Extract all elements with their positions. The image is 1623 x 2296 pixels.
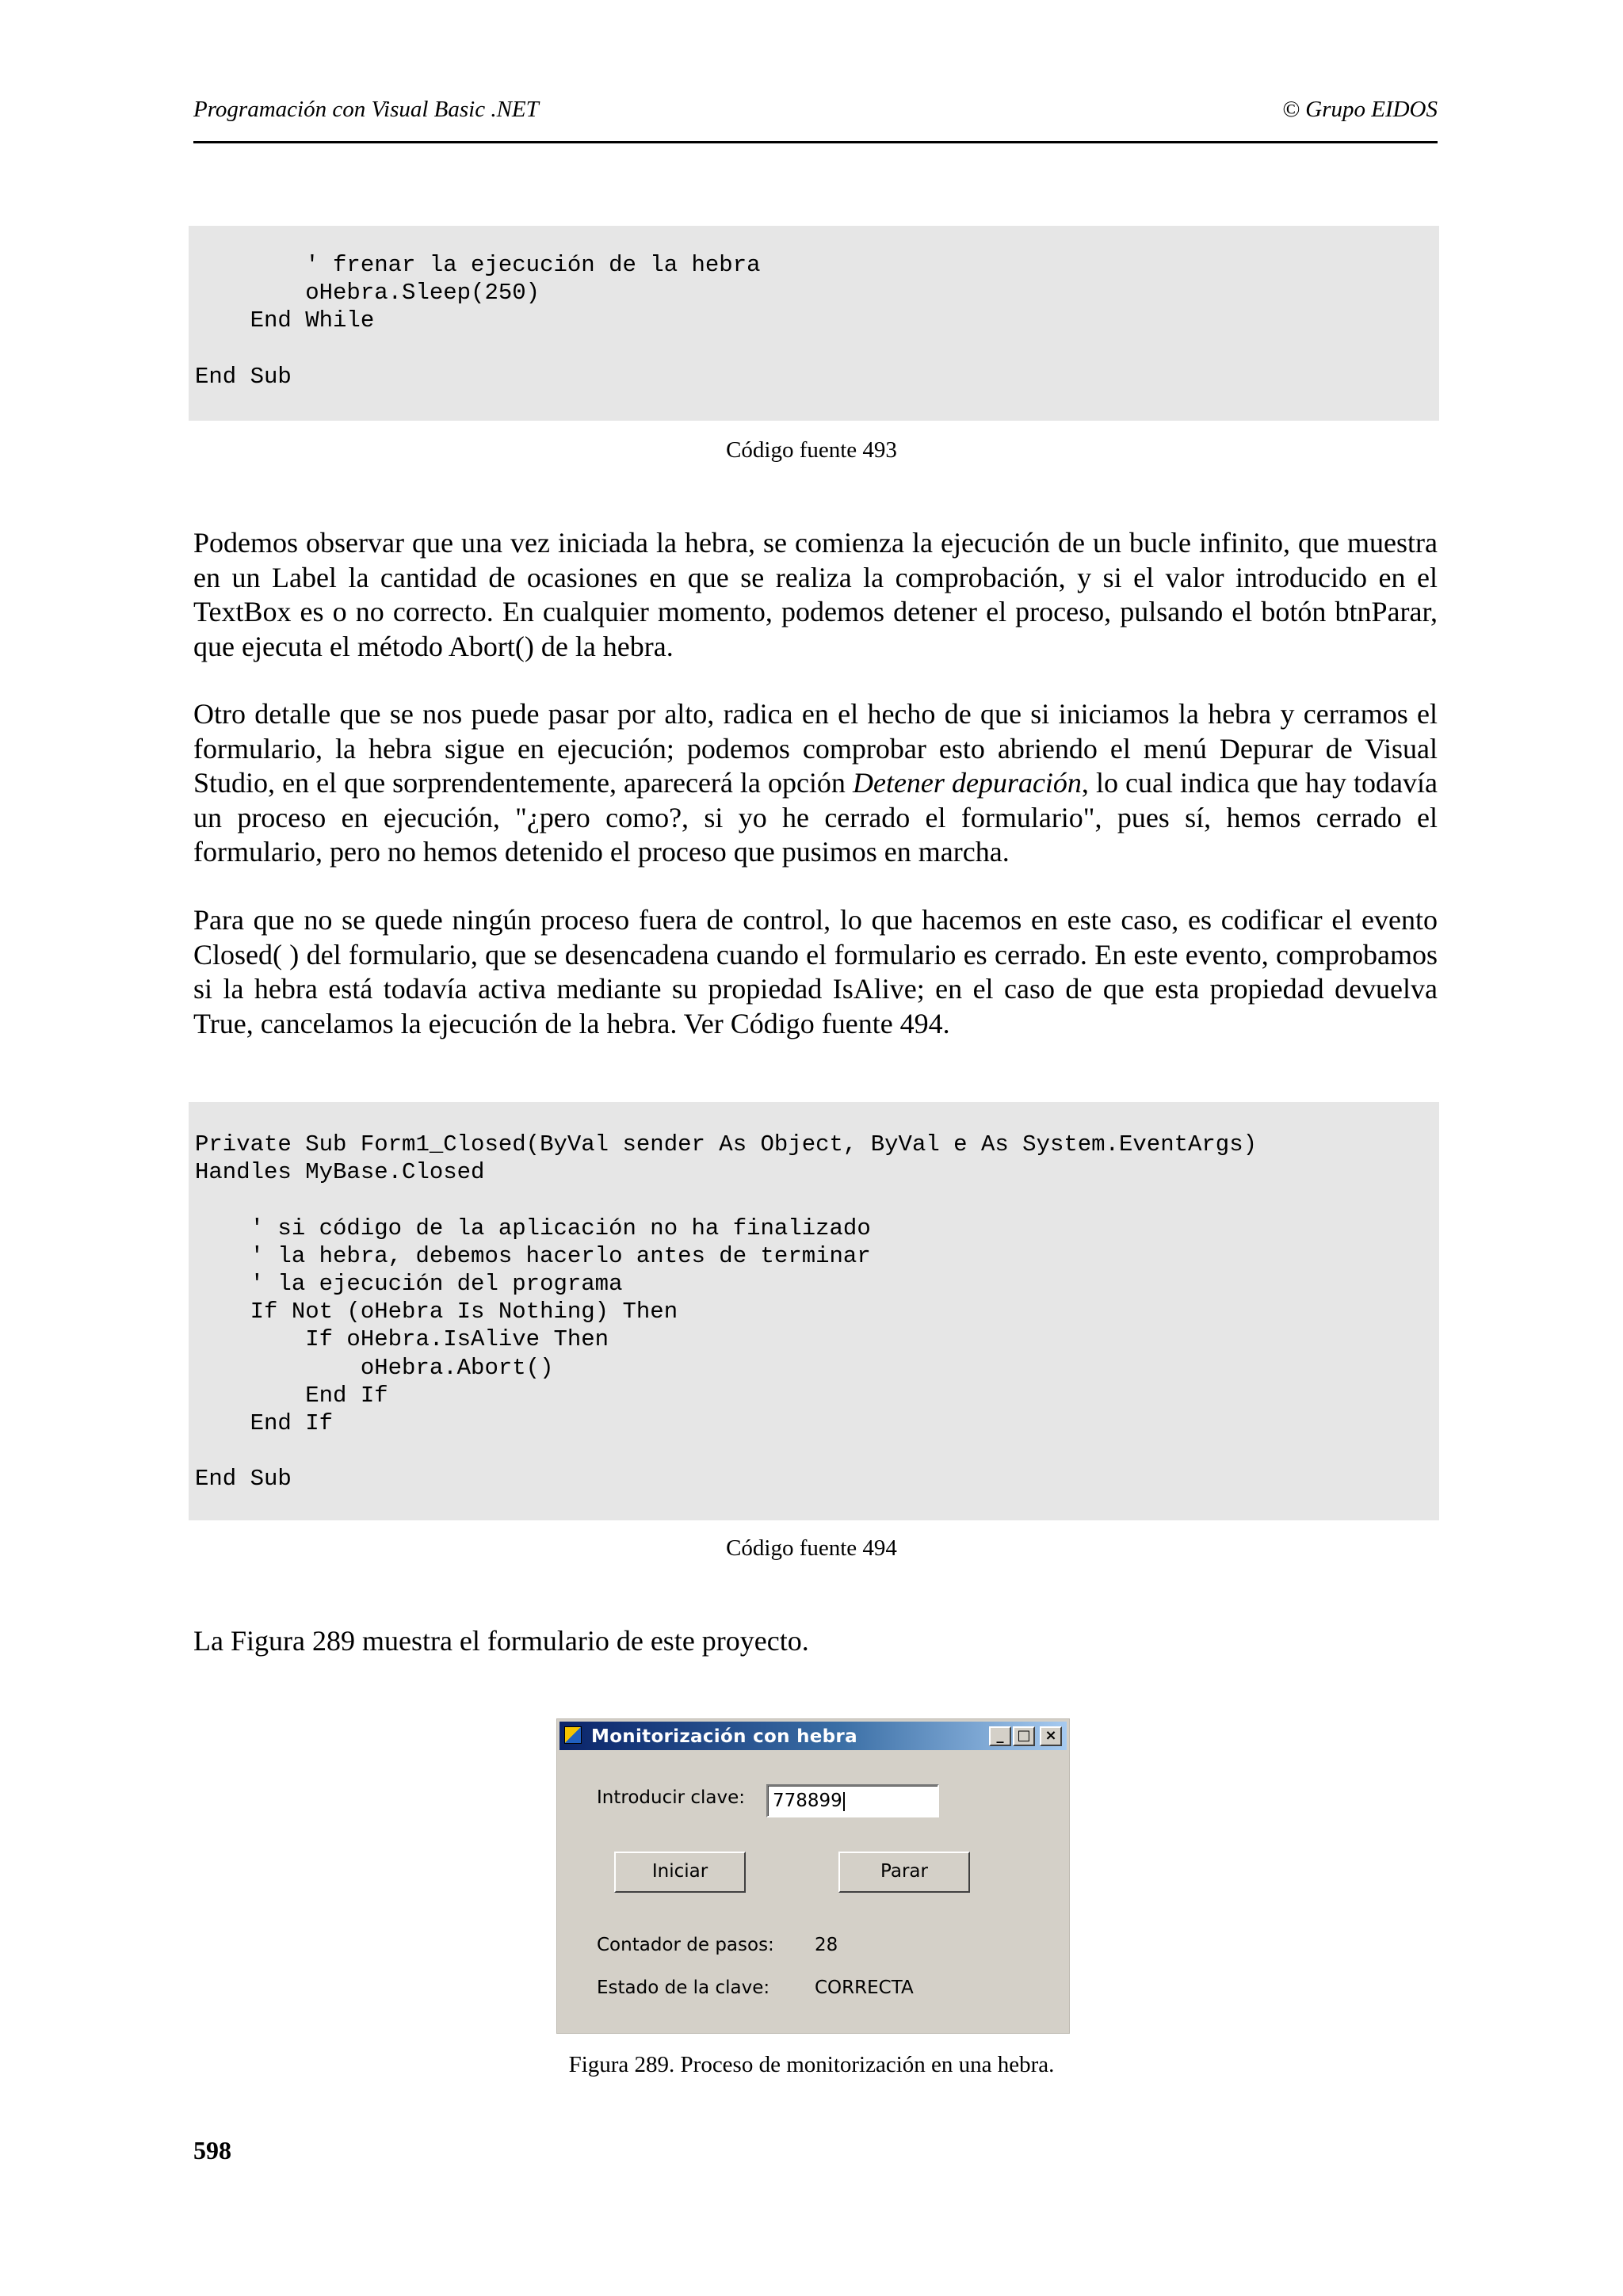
paragraph-2-italic: Detener depuración — [852, 767, 1082, 799]
label-estado-clave: Estado de la clave: — [597, 1978, 770, 1998]
header-publisher: © Grupo EIDOS — [1281, 97, 1438, 122]
code-text: Private Sub Form1_Closed(ByVal sender As Object, ByVal e As System.EventArgs) Handles MyBase.Closed ' si código de la aplicación no ha finalizado ' la hebra, debemos hacerlo antes de terminar ' la ejecución del programa If Not (oHebra Is Nothing) Then If oHebra.IsAlive Then oHebra.Abort() End If End If End Sub — [195, 1131, 1258, 1493]
header-book-title: Programación con Visual Basic .NET — [193, 97, 539, 122]
code-text: ' frenar la ejecución de la hebra oHebra.Sleep(250) End While End Sub — [195, 252, 761, 390]
text-caret — [843, 1792, 845, 1811]
close-button[interactable]: × — [1040, 1726, 1062, 1746]
window-title: Monitorización con hebra — [591, 1726, 857, 1747]
window-titlebar[interactable] — [559, 1722, 1067, 1750]
label-introducir-clave: Introducir clave: — [597, 1787, 746, 1808]
code-block-494 — [189, 1102, 1439, 1520]
paragraph-4: La Figura 289 muestra el formulario de este proyecto. — [193, 1625, 809, 1657]
app-window-icon — [564, 1726, 582, 1744]
paragraph-2-text-b: , lo cual indica que hay todavía un proceso en ejecución, "¿pero como?, si yo he cerrado el formulario", pues sí, hemos cerrado el formulario, pero no hemos detenido el proceso que pusimos en marcha. — [193, 767, 1438, 868]
figure-caption: Figura 289. Proceso de monitorización en una hebra. — [568, 2052, 1055, 2077]
form-screenshot — [556, 1718, 1070, 2034]
estado-value: CORRECTA — [815, 1978, 914, 1998]
code-caption-494: Código fuente 494 — [726, 1535, 897, 1561]
paragraph-1: Podemos observar que una vez iniciada la hebra, se comienza la ejecución de un bucle infinito, que muestra en un Label la cantidad de ocasiones en que se realiza la comprobación, y si el valor introducido en el TextBox es o no correcto. En cualquier momento, podemos detener el proceso, pulsando el botón btnParar, que ejecuta el método Abort() de la hebra. — [193, 527, 1438, 662]
code-block-493 — [189, 226, 1439, 421]
parar-button[interactable]: Parar — [838, 1852, 970, 1893]
page-header — [193, 93, 1438, 143]
iniciar-button[interactable]: Iniciar — [614, 1852, 746, 1893]
paragraph-2 — [193, 697, 1438, 870]
page-number: 598 — [193, 2136, 231, 2164]
clave-input-value: 778899 — [773, 1791, 842, 1811]
minimize-button[interactable]: _ — [989, 1726, 1011, 1746]
label-contador-pasos: Contador de pasos: — [597, 1935, 774, 1955]
paragraph-3: Para que no se quede ningún proceso fuera de control, lo que hacemos en este caso, es codificar el evento Closed( ) del formulario, que se desencadena cuando el formulario es cerrado. En este evento, comprobamos si la hebra está todavía activa mediante su propiedad IsAlive; en el caso de que esta propiedad devuelva True, cancelamos la ejecución de la hebra. Ver Código fuente 494. — [193, 904, 1438, 1039]
paragraph-2-text-a: Otro detalle que se nos puede pasar por alto, radica en el hecho de que si iniciamos la hebra y cerramos el formulario, la hebra sigue en ejecución; podemos comprobar esto abriendo el menú Depurar de Visual Studio, en el que sorprendentemente, aparecerá la opción — [193, 698, 1438, 799]
contador-value: 28 — [815, 1935, 838, 1955]
clave-input[interactable] — [766, 1784, 939, 1817]
code-caption-493: Código fuente 493 — [726, 437, 897, 463]
maximize-button[interactable]: □ — [1013, 1726, 1035, 1746]
